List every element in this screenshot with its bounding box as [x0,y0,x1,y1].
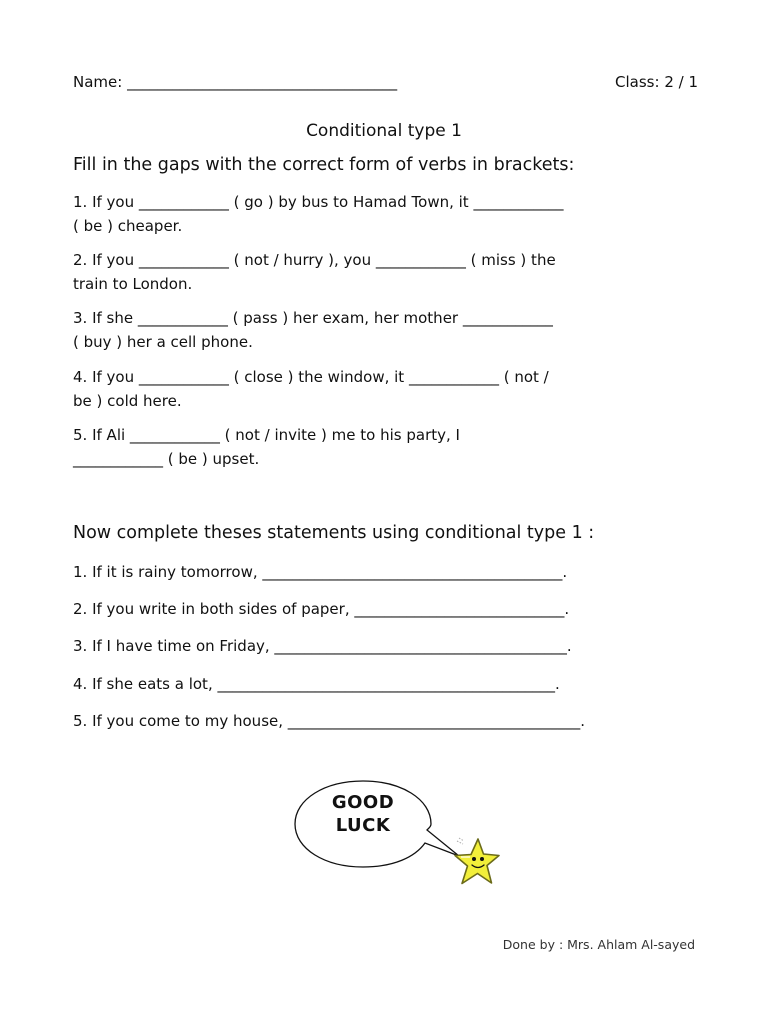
name-field-label: Name: ____________________________________ [73,73,398,91]
statement-item: 4. If she eats a lot, _____________________________________________. [73,675,560,693]
item-line: 3. If she ____________ ( pass ) her exam, her mother ____________ [73,309,553,327]
author-credit: Done by : Mrs. Ahlam Al-sayed [502,937,695,952]
statement-item: 1. If it is rainy tomorrow, ________________________________________. [73,563,568,581]
good-luck-bubble [294,780,432,868]
gap-exercise-item [73,306,703,354]
item-line: 5. If Ali ____________ ( not / invite ) me to his party, I [73,426,460,444]
gap-exercise-item [73,423,703,471]
item-line: ( be ) cheaper. [73,217,183,235]
gap-exercise-item [73,190,703,238]
worksheet-header [73,73,696,91]
class-label: Class: 2 / 1 [615,73,698,91]
bubble-line: LUCK [335,815,391,836]
item-line: 2. If you ____________ ( not / hurry ), you ____________ ( miss ) the [73,251,556,269]
statement-item: 3. If I have time on Friday, _______________________________________. [73,637,572,655]
item-line: train to London. [73,275,193,293]
bubble-line: GOOD [331,792,395,813]
item-line: be ) cold here. [73,392,182,410]
statement-item: 5. If you come to my house, _______________________________________. [73,712,586,730]
item-line: 4. If you ____________ ( close ) the window, it ____________ ( not / [73,368,549,386]
section2-instruction: Now complete theses statements using conditional type 1 : [73,523,595,543]
section1-instruction: Fill in the gaps with the correct form of verbs in brackets: [73,155,575,175]
gap-exercise-item [73,365,703,413]
gap-exercise-item [73,248,703,296]
worksheet-title: Conditional type 1 [306,121,462,141]
statement-item: 2. If you write in both sides of paper, ____________________________. [73,600,570,618]
bubble-text [294,791,432,837]
item-line: ( buy ) her a cell phone. [73,333,253,351]
item-line: ____________ ( be ) upset. [73,450,260,468]
star-icon [452,836,502,888]
item-line: 1. If you ____________ ( go ) by bus to Hamad Town, it ____________ [73,193,564,211]
